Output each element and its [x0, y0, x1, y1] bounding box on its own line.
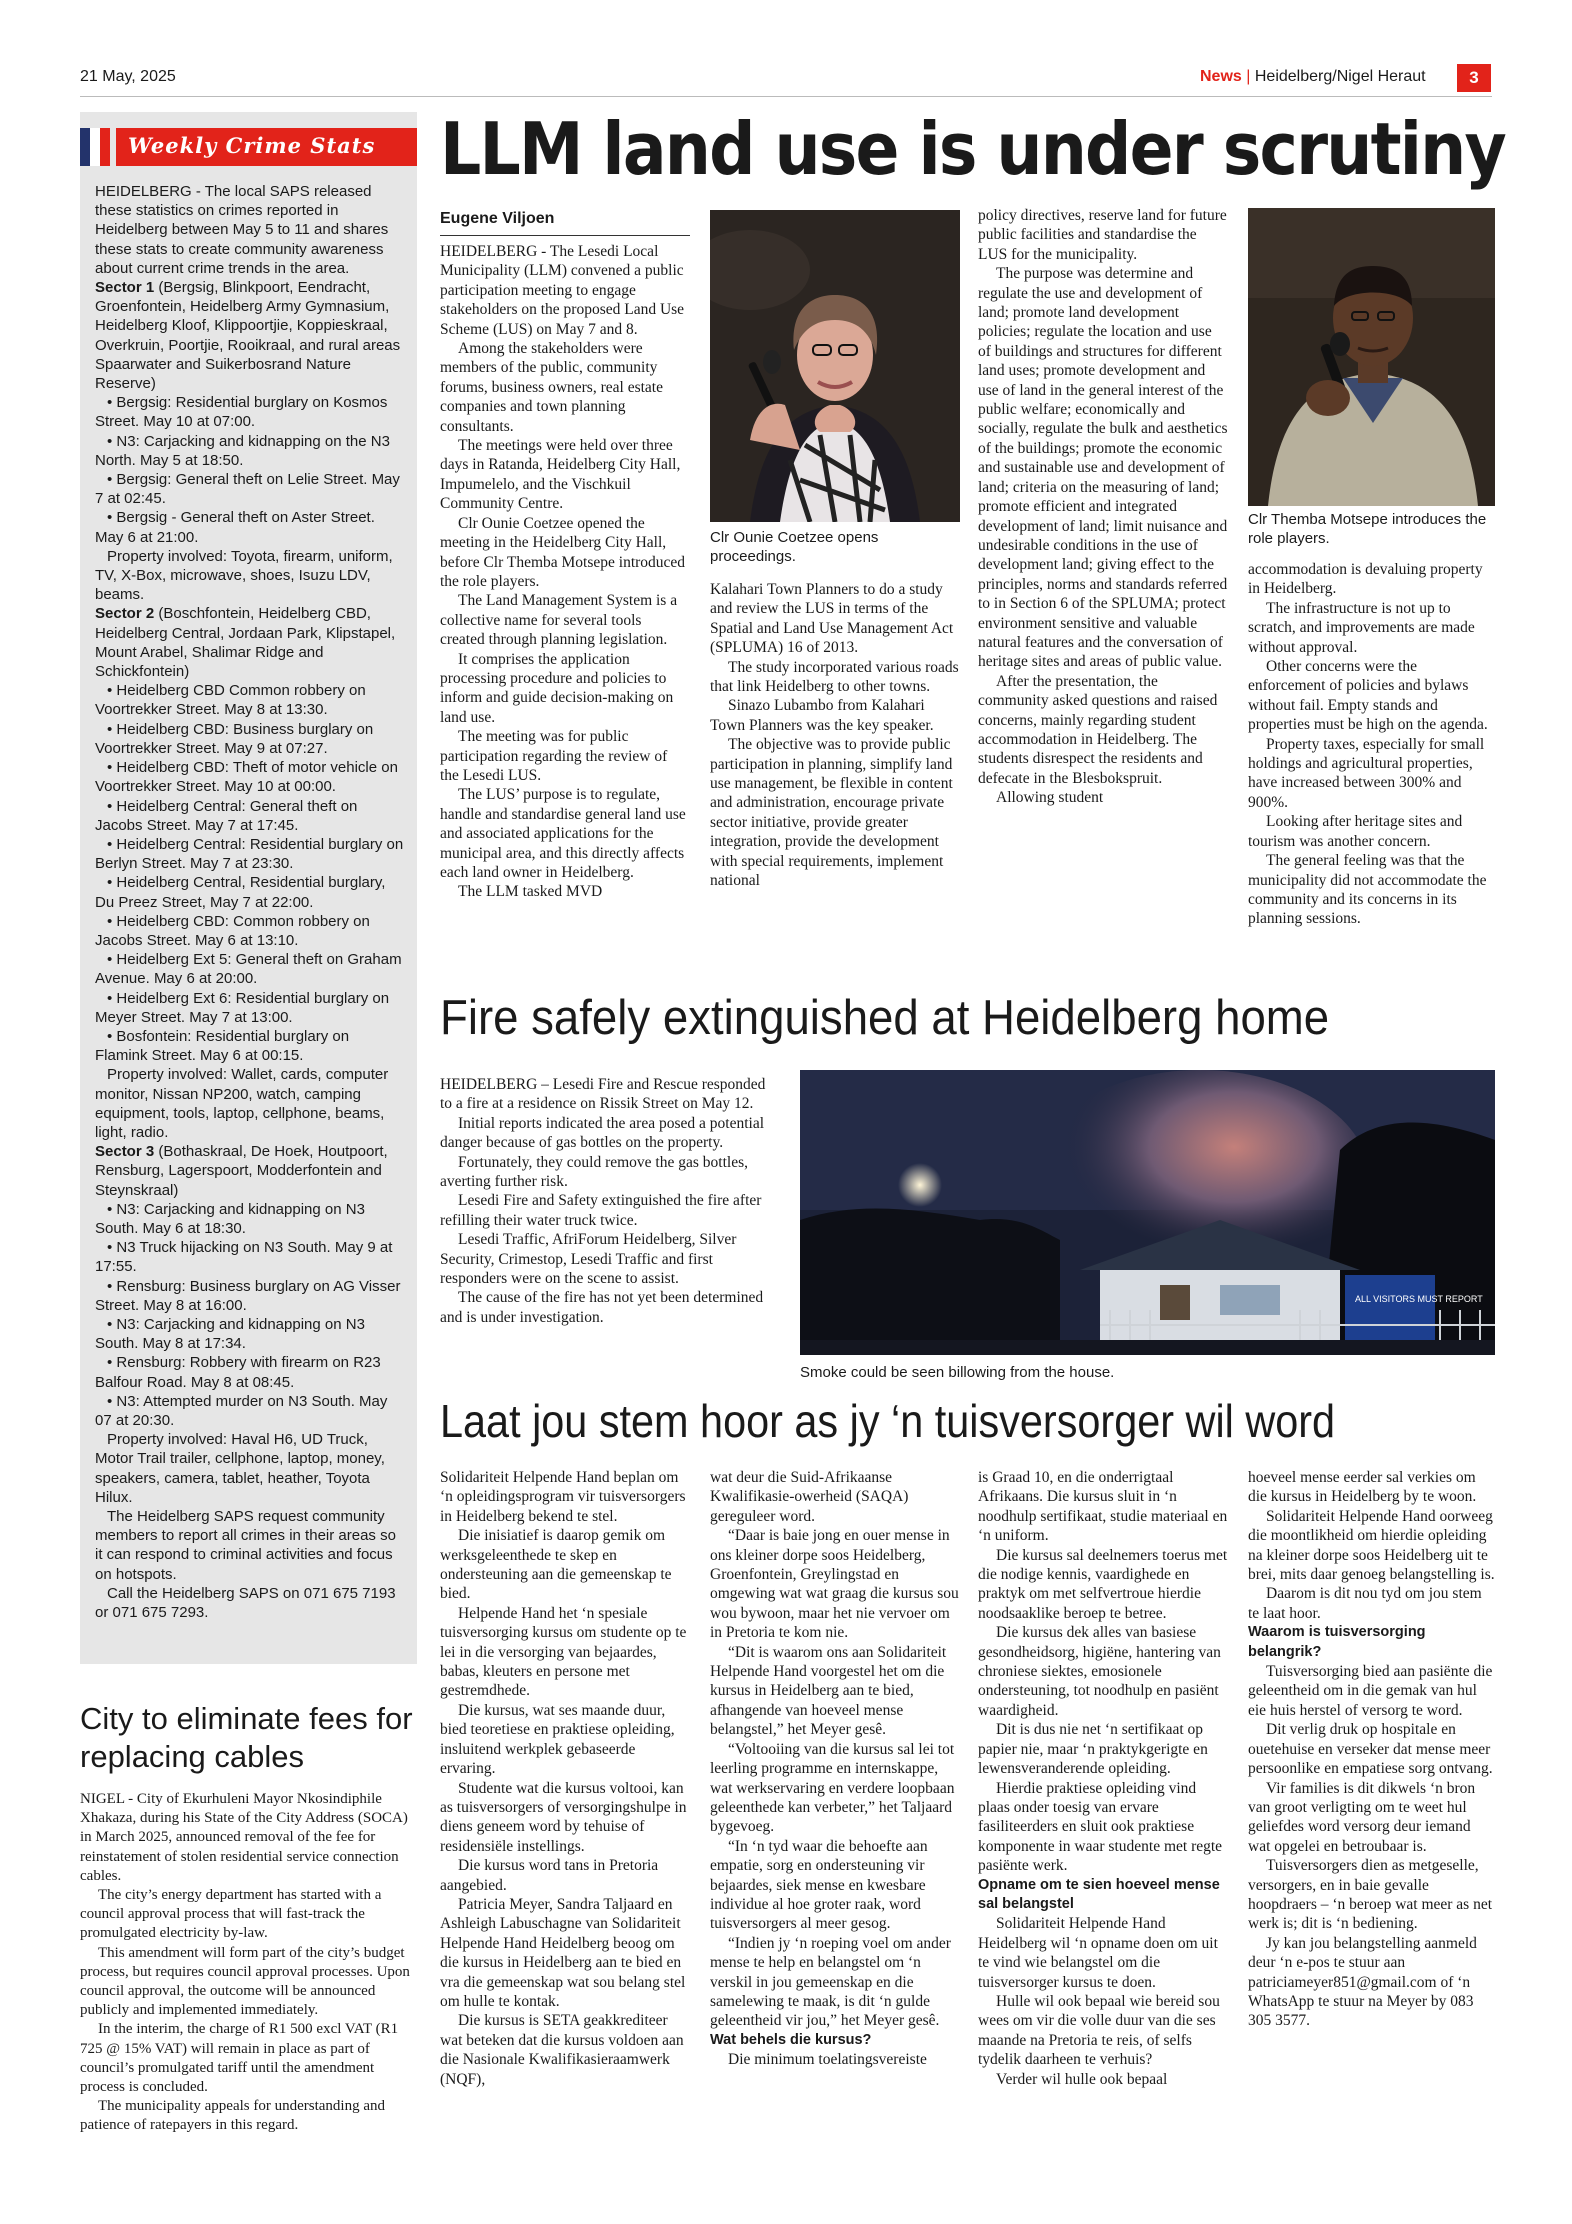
crime-entry [95, 1392, 405, 1430]
cables-body [80, 1790, 420, 2136]
tuis-column-1 [440, 1468, 690, 2089]
visitor-sign-text: ALL VISITORS MUST REPORT [1355, 1294, 1483, 1304]
tuis-headline: Laat jou stem hoor as jy ‘n tuisversorger wil word [440, 1395, 1336, 1447]
crime-entry-text: (Bergsig, Blinkpoort, Eendracht, Groenfontein, Heidelberg Army Gymnasium, Heidelberg Kloof, Klippoortjie, Koppieskraal, Overkruin, Poortjie, Rooikraal, and rural areas Spaarwater and Suikerbosrand Nature Reserve) [95, 279, 401, 393]
crime-entry [95, 1353, 405, 1391]
issue-date: 21 May, 2025 [80, 68, 176, 85]
crime-entry [95, 1584, 405, 1622]
paragraph: Initial reports indicated the area posed a potential danger because of gas bottles on the property. [440, 1114, 765, 1152]
flag-red-stripe [100, 128, 110, 166]
paragraph: “Dit is waarom ons aan Solidariteit Helpende Hand voorgestel het om die kursus in Heidelberg aan te bied, afhangende van hoeveel mense belangstel,” het Meyer gesê. [710, 1643, 947, 1739]
paragraph: Clr Ounie Coetzee opened the meeting in the Heidelberg City Hall, before Clr Themba Motsepe introduced the role players. [440, 514, 686, 590]
paragraph: “Indien jy ‘n roeping voel om ander mense te help en belangstel om ‘n verskil in jou gemeenskap en die samelewing te maak, is dit ‘n gulde geleentheid vir jou,” het Meyer gesê. [710, 1934, 951, 2030]
tuis-column-3 [978, 1468, 1228, 2089]
paragraph: NIGEL - City of Ekurhuleni Mayor Nkosindiphile Xhakaza, during his State of the City Address (SOCA) in March 2025, announced removal of the fee for reinstatement of stolen residential service connection cables. [80, 1791, 408, 1884]
crime-entry [95, 989, 405, 1027]
paragraph: Die inisiatief is daarop gemik om werksgeleenthede te skep en ondersteuning aan die gemeenskap te bied. [440, 1527, 672, 1603]
crime-entry-text: The Heidelberg SAPS request community members to report all crimes in their areas so it can respond to criminal activities and focus on hotspots. [95, 1508, 396, 1583]
crime-stats-title: Weekly Crime Stats [128, 133, 376, 158]
photo-themba-motsepe [1248, 208, 1495, 506]
paragraph: Helpende Hand het ‘n spesiale tuisversorging kursus om studente op te lei in die versorging van bejaardes, babas, kleuters en persone met gestremdhede. [440, 1604, 687, 1700]
crime-entry-text: • N3: Attempted murder on N3 South. May 07 at 20:30. [95, 1392, 388, 1429]
paragraph: Patricia Meyer, Sandra Taljaard en Ashleigh Labuschagne van Solidariteit Helpende Hand Heidelberg beoog om die kursus in Heidelberg aan te bied en vra die gemeenskap wat sou belang stel om hulle te kontak. [440, 1895, 686, 2010]
paragraph: The study incorporated various roads that link Heidelberg to other towns. [710, 658, 959, 696]
crime-entry-text: • Heidelberg Ext 6: Residential burglary on Meyer Street. May 7 at 13:00. [95, 989, 390, 1026]
crime-entry [95, 508, 405, 546]
photo-fire-house [800, 1070, 1495, 1355]
paragraph: Fortunately, they could remove the gas bottles, averting further risk. [440, 1153, 748, 1191]
crime-entry-text: Property involved: Haval H6, UD Truck, Motor Trail trailer, cellphone, laptop, money, speakers, camera, tablet, heather, Toyota Hilux. [95, 1431, 385, 1506]
cables-headline: City to eliminate fees for replacing cables [80, 1701, 413, 1774]
paragraph: The purpose was determine and regulate the use and development of land; promote land development policies; regulate the location and use of buildings and structures for different land uses; promote development and use of land in the general interest of the public welfare; economically and socially, regulate the bulk and aesthetics of the buildings; promote the economic and sustainable use and development of land; criteria on the measuring of land; promote efficient and integrated development of land; limit nuisance and undesirable conditions in the use of development land; giving effect to the principles, norms and standards referred to in Section 6 of the SPLUMA; protect environment sensitive and valuable natural features and the conversation of heritage sites and areas of public value. [978, 265, 1228, 671]
paragraph: The meetings were held over three days in Ratanda, Heidelberg City Hall, Impumelelo, and the Vischkuil Community Centre. [440, 437, 681, 513]
paragraph: Tuisversorgers dien as metgeselle, versorgers, en in baie gevalle hoopdraers – ‘n beroep wat meer as net werk is; dit is ‘n bediening. [1248, 1857, 1493, 1933]
fire-scene-icon [800, 1070, 1495, 1355]
paragraph: Among the stakeholders were members of the public, community forums, business owners, real estate companies and town planning consultants. [440, 340, 663, 435]
paragraph: The cause of the fire has not yet been determined and is under investigation. [440, 1289, 764, 1326]
paragraph: Allowing student [996, 789, 1104, 807]
llm-headline: LLM land use is under scrutiny [440, 107, 1505, 191]
paragraph: HEIDELBERG – Lesedi Fire and Rescue responded to a fire at a residence on Rissik Street on May 12. [440, 1076, 766, 1113]
paragraph: Looking after heritage sites and tourism was another concern. [1248, 813, 1463, 850]
paragraph: The meeting was for public participation regarding the review of the Lesedi LUS. [440, 728, 668, 784]
publication-name: Heidelberg/Nigel Heraut [1254, 68, 1426, 85]
crime-entry [95, 1277, 405, 1315]
crime-entry [95, 393, 405, 431]
crime-entry-text: • Bosfontein: Residential burglary on Flamink Street. May 6 at 00:15. [95, 1027, 350, 1065]
speaker-woman-icon [710, 210, 960, 522]
crime-entry [95, 873, 405, 911]
crime-entry [95, 720, 405, 758]
crime-stats-banner [80, 128, 417, 166]
paragraph: Tuisversorging bied aan pasiënte die geleentheid om in die gemak van hul eie huis herstel of versorg te word. [1248, 1663, 1493, 1719]
paragraph: Die minimum toelatingsvereiste [728, 2051, 927, 2069]
crime-entry-text: • Heidelberg Central: General theft on Jacobs Street. May 7 at 17:45. [95, 797, 358, 834]
paragraph: is Graad 10, en die onderrigtaal Afrikaans. Die kursus sluit in ‘n noodhulp sertifikaat, studie materiaal en ‘n uniform. [978, 1469, 1228, 1545]
crime-entry-text: • Bergsig: Residential burglary on Kosmos Street. May 10 at 07:00. [95, 394, 388, 431]
crime-entry-text: • Rensburg: Business burglary on AG Visser Street. May 8 at 16:00. [95, 1277, 401, 1314]
crime-entry-text: • N3 Truck hijacking on N3 South. May 9 at 17:55. [95, 1239, 393, 1276]
photo-ounie-caption: Clr Ounie Coetzee opens proceedings. [710, 529, 879, 565]
crime-entry [95, 1315, 405, 1353]
crime-entry-text: • Heidelberg Central: Residential burglary on Berlyn Street. May 7 at 23:30. [95, 835, 404, 873]
crime-entry-text: (Bothaskraal, De Hoek, Houtpoort, Rensburg, Lagerspoort, Modderfontein and Steynskraal) [95, 1143, 388, 1199]
crime-entry-text: HEIDELBERG - The local SAPS released these statistics on crimes reported in Heidelberg between May 5 to 11 and shares these stats to create community awareness about current crime trends in the area. [95, 183, 389, 277]
flag-white-stripe [90, 128, 100, 166]
paragraph: Die kursus sal deelnemers toerus met die nodige kennis, vaardighede en praktyk om met selfvertroue hierdie noodsaaklike beroep te betree. [978, 1546, 1228, 1622]
crime-entry-text: • N3: Carjacking and kidnapping on the N3 North. May 5 at 18:50. [95, 432, 390, 469]
photo-themba-caption: Clr Themba Motsepe introduces the role players. [1248, 511, 1487, 547]
page-number: 3 [1469, 68, 1479, 87]
llm-byline: Eugene Viljoen [440, 210, 555, 227]
crime-stats-body [95, 182, 405, 1622]
paragraph: The city’s energy department has started with a council approval process that will fast-track the promulgated electricity by-law. [80, 1887, 382, 1942]
crime-entry [95, 1065, 405, 1142]
crime-entry [95, 182, 405, 278]
crime-entry-text: • Heidelberg Central, Residential burglary, Du Preez Street, May 7 at 22:00. [95, 874, 386, 911]
paragraph: The municipality appeals for understanding and patience of ratepayers in this regard. [80, 2098, 385, 2134]
byline-rule [440, 235, 690, 236]
paragraph: Lesedi Traffic, AfriForum Heidelberg, Silver Security, Crimestop, Lesedi Traffic and first responders were on the scene to assist. [440, 1231, 737, 1288]
fire-body [440, 1075, 780, 1327]
crime-entry [95, 950, 405, 988]
paragraph: hoeveel mense eerder sal verkies om die kursus in Heidelberg by te woon. [1248, 1469, 1477, 1506]
paragraph: Property taxes, especially for small holdings and agricultural properties, have increased between 300% and 900%. [1248, 735, 1485, 811]
paragraph: Solidariteit Helpende Hand oorweeg die moontlikheid om hierdie opleiding na kleiner dorpe soos Heidelberg uit te brei, mits daar genoeg belangstelling is. [1248, 1507, 1495, 1584]
paragraph: Verder wil hulle ook bepaal [996, 2070, 1168, 2088]
crime-entry [95, 1430, 405, 1507]
crime-entry-text: • Heidelberg Ext 5: General theft on Graham Avenue. May 6 at 20:00. [95, 951, 402, 988]
tuis-column-4 [1248, 1468, 1495, 2031]
paragraph: Die kursus word tans in Pretoria aangebied. [440, 1857, 659, 1894]
crime-entry-text: Call the Heidelberg SAPS on 071 675 7193 or 071 675 7293. [95, 1584, 396, 1622]
crime-entry-text: • Bergsig - General theft on Aster Street. May 6 at 21:00. [95, 509, 375, 546]
page-header [1200, 68, 1426, 86]
paragraph: “Daar is baie jong en ouer mense in ons kleiner dorpe soos Heidelberg, Groenfontein, Greylingstad en omgewing wat wat graag die kursus sou wou bywoon, maar het nie vervoer om in Pretoria te kom nie. [710, 1527, 959, 1642]
paragraph: Vir families is dit dikwels ‘n bron van groot verligting om te weet hul geliefdes word versorg deur iemand wat opgelei en betroubaar is. [1248, 1779, 1476, 1855]
fire-headline: Fire safely extinguished at Heidelberg home [440, 991, 1330, 1045]
page-number-badge [1457, 64, 1491, 92]
section-label: News [1200, 68, 1242, 85]
paragraph: Dit verlig druk op hospitale en ouetehuise en verseker dat mense meer persoonlike en empatiese sorg ontvang. [1248, 1721, 1493, 1778]
header-separator: | [1246, 68, 1251, 85]
paragraph: policy directives, reserve land for future public facilities and standardise the LUS for the municipality. [978, 207, 1227, 263]
paragraph: Studente wat die kursus voltooi, kan as tuisversorgers of versorgingshulpe in diens geneem word by tehuise of residensiële instellings. [440, 1779, 687, 1855]
paragraph: Jy kan jou belangstelling aanmeld deur ‘n e-pos te stuur aan patriciameyer851@gmail.com of ‘n WhatsApp te stuur na Meyer by 083 305 3577. [1248, 1934, 1477, 2030]
crime-entry-text: (Boschfontein, Heidelberg CBD, Heidelberg Central, Jordaan Park, Klipstapel, Mount Arabel, Shalimar Ridge and Schickfontein) [95, 605, 396, 681]
crime-entry-text: Property involved: Wallet, cards, computer monitor, Nissan NP200, watch, camping equipment, tools, laptop, cellphone, beams, light, radio. [95, 1066, 389, 1141]
crime-entry-text: • N3: Carjacking and kidnapping on N3 South. May 8 at 17:34. [95, 1315, 365, 1353]
paragraph: Opname om te sien hoeveel mense sal belangstel [978, 1876, 1220, 1912]
llm-column-3 [978, 206, 1228, 808]
crime-entry-text: • N3: Carjacking and kidnapping on N3 South. May 6 at 18:30. [95, 1200, 365, 1237]
speaker-man-icon [1248, 208, 1495, 506]
crime-entry [95, 797, 405, 835]
tuis-column-2 [710, 1468, 960, 2070]
crime-entry [95, 681, 405, 719]
paragraph: The objective was to provide public participation in planning, simplify land use management, be flexible in content and administration, encourage private sector initiative, provide greater integration, provide the development with special requirements, implement national [710, 736, 953, 890]
crime-entry [95, 758, 405, 796]
paragraph: Dit is dus nie net ‘n sertifikaat op papier nie, maar ‘n praktykgerigte en lewensveranderende opleiding. [978, 1721, 1208, 1778]
paragraph: Hulle wil ook bepaal wie bereid sou wees om vir die volle duur van die ses maande na Pretoria te reis, of selfs tydelik daarheen te verhuis? [978, 1992, 1220, 2069]
paragraph: Lesedi Fire and Safety extinguished the fire after refilling their water truck twice. [440, 1192, 762, 1229]
paragraph: The Land Management System is a collective name for several tools created through planning legislation. [440, 592, 678, 649]
paragraph: Kalahari Town Planners to do a study and review the LUS in terms of the Spatial and Land Use Management Act (SPLUMA) 16 of 2013. [710, 581, 954, 657]
paragraph: “Voltooiing van die kursus sal lei tot leerling programme en internskappe, wat werkservaring en verdere loopbaan geleenthede kan verbeter,” het Taljaard bygevoeg. [710, 1740, 955, 1836]
crime-entry [95, 470, 405, 508]
crime-entry [95, 547, 405, 605]
paragraph: Sinazo Lubambo from Kalahari Town Planners was the key speaker. [710, 697, 934, 734]
paragraph: HEIDELBERG - The Lesedi Local Municipality (LLM) convened a public participation meeting to engage stakeholders on the proposed Land Use Scheme (LUS) on May 7 and 8. [440, 243, 685, 338]
paragraph: The infrastructure is not up to scratch, and improvements are made without approval. [1248, 599, 1475, 656]
fire-photo-caption: Smoke could be seen billowing from the house. [800, 1364, 1115, 1381]
crime-entry [95, 1142, 405, 1200]
llm-column-4 [1248, 560, 1495, 929]
crime-entry [95, 1027, 405, 1065]
paragraph: Die kursus, wat ses maande duur, bied teoretiese en praktiese opleiding, insluitend werkplek gebaseerde ervaring. [440, 1701, 675, 1778]
header-rule [80, 96, 1492, 97]
paragraph: wat deur die Suid-Afrikaanse Kwalifikasie-owerheid (SAQA) gereguleer word. [710, 1469, 909, 1525]
paragraph: Solidariteit Helpende Hand beplan om ‘n opleidingsprogram vir tuisversorgers in Heidelberg bekend te stel. [440, 1469, 686, 1525]
paragraph: Waarom is tuisversorging belangrik? [1248, 1624, 1426, 1660]
paragraph: The LLM tasked MVD [458, 883, 603, 901]
sector-label: Sector 3 [95, 1143, 155, 1161]
paragraph: accommodation is devaluing property in Heidelberg. [1248, 561, 1483, 598]
crime-entry-text: • Heidelberg CBD: Business burglary on Voortrekker Street. May 9 at 07:27. [95, 720, 374, 757]
paragraph: Die kursus dek alles van basiese gesondheidsorg, higiëne, hantering van chroniese siektes, emosionele ondersteuning, tot noodhulp en pasiënt waardigheid. [978, 1624, 1221, 1719]
crime-entry-text: Property involved: Toyota, firearm, uniform, TV, X-Box, microwave, shoes, Isuzu LDV, beams. [95, 547, 393, 604]
paragraph: It comprises the application processing procedure and policies to inform and guide decision-making on land use. [440, 650, 674, 726]
crime-entry [95, 432, 405, 470]
crime-entry-text: • Heidelberg CBD Common robbery on Voortrekker Street. May 8 at 13:30. [95, 682, 366, 719]
paragraph: Solidariteit Helpende Hand Heidelberg wil ‘n opname doen om uit te vind wie belangstel om die tuisversorger kursus te doen. [978, 1915, 1218, 1991]
paragraph: Die kursus is SETA geakkrediteer wat beteken dat die kursus voldoen aan die Nasionale Kwalifikasieraamwerk (NQF), [440, 2012, 684, 2088]
crime-entry [95, 1238, 405, 1276]
paragraph: In the interim, the charge of R1 500 excl VAT (R1 725 @ 15% VAT) will remain in place as part of council’s promulgated tariff until the amendment process is concluded. [80, 2021, 399, 2096]
crime-entry [95, 604, 405, 681]
flag-blue-stripe [80, 128, 90, 166]
photo-ounie-coetzee [710, 210, 960, 522]
paragraph: Wat behels die kursus? [710, 2031, 872, 2048]
paragraph: Daarom is dit nou tyd om jou stem te laat hoor. [1248, 1585, 1482, 1622]
sector-label: Sector 2 [95, 605, 155, 623]
crime-entry-text: • Heidelberg CBD: Common robbery on Jacobs Street. May 6 at 13:10. [95, 912, 370, 949]
paragraph: After the presentation, the community asked questions and raised concerns, mainly regarding student accommodation in Heidelberg. The students disrespect the residents and defecate in the Blesbokspruit. [978, 672, 1218, 787]
paragraph: Hierdie praktiese opleiding vind plaas onder toesig van ervare fasiliteerders en sluit ook praktiese komponente in waar studente met regte pasiënte werk. [978, 1779, 1223, 1875]
crime-entry-text: • Heidelberg CBD: Theft of motor vehicle on Voortrekker Street. May 10 at 00:00. [95, 759, 398, 796]
paragraph: The general feeling was that the municipality did not accommodate the community and its concerns in its planning sessions. [1248, 852, 1487, 928]
crime-entry [95, 912, 405, 950]
llm-column-1 [440, 242, 690, 902]
paragraph: Other concerns were the enforcement of policies and bylaws without fail. Empty stands and properties must be high on the agenda. [1248, 658, 1488, 734]
paragraph: This amendment will form part of the city’s budget process, but requires council approval processes. Upon council approval, the outcome will be announced publicly and implemented immediately. [80, 1944, 410, 2019]
crime-entry [95, 278, 405, 393]
crime-entry [95, 1507, 405, 1584]
crime-entry [95, 835, 405, 873]
crime-entry [95, 1200, 405, 1238]
crime-entry-text: • Bergsig: General theft on Lelie Street. May 7 at 02:45. [95, 471, 400, 508]
paragraph: The LUS’ purpose is to regulate, handle and standardise general land use and associated applications for the municipal area, and this directly affects each land owner in Heidelberg. [440, 786, 686, 881]
sector-label: Sector 1 [95, 279, 155, 297]
paragraph: “In ‘n tyd waar die behoefte aan empatie, sorg en ondersteuning vir bejaardes, siek mense en kwesbare individue al hoe groter raak, word tuisversorgers al meer gesog. [710, 1837, 928, 1933]
crime-stats-title-bar [116, 128, 417, 166]
crime-entry-text: • Rensburg: Robbery with firearm on R23 Balfour Road. May 8 at 08:45. [95, 1354, 381, 1391]
llm-column-2 [710, 580, 960, 891]
